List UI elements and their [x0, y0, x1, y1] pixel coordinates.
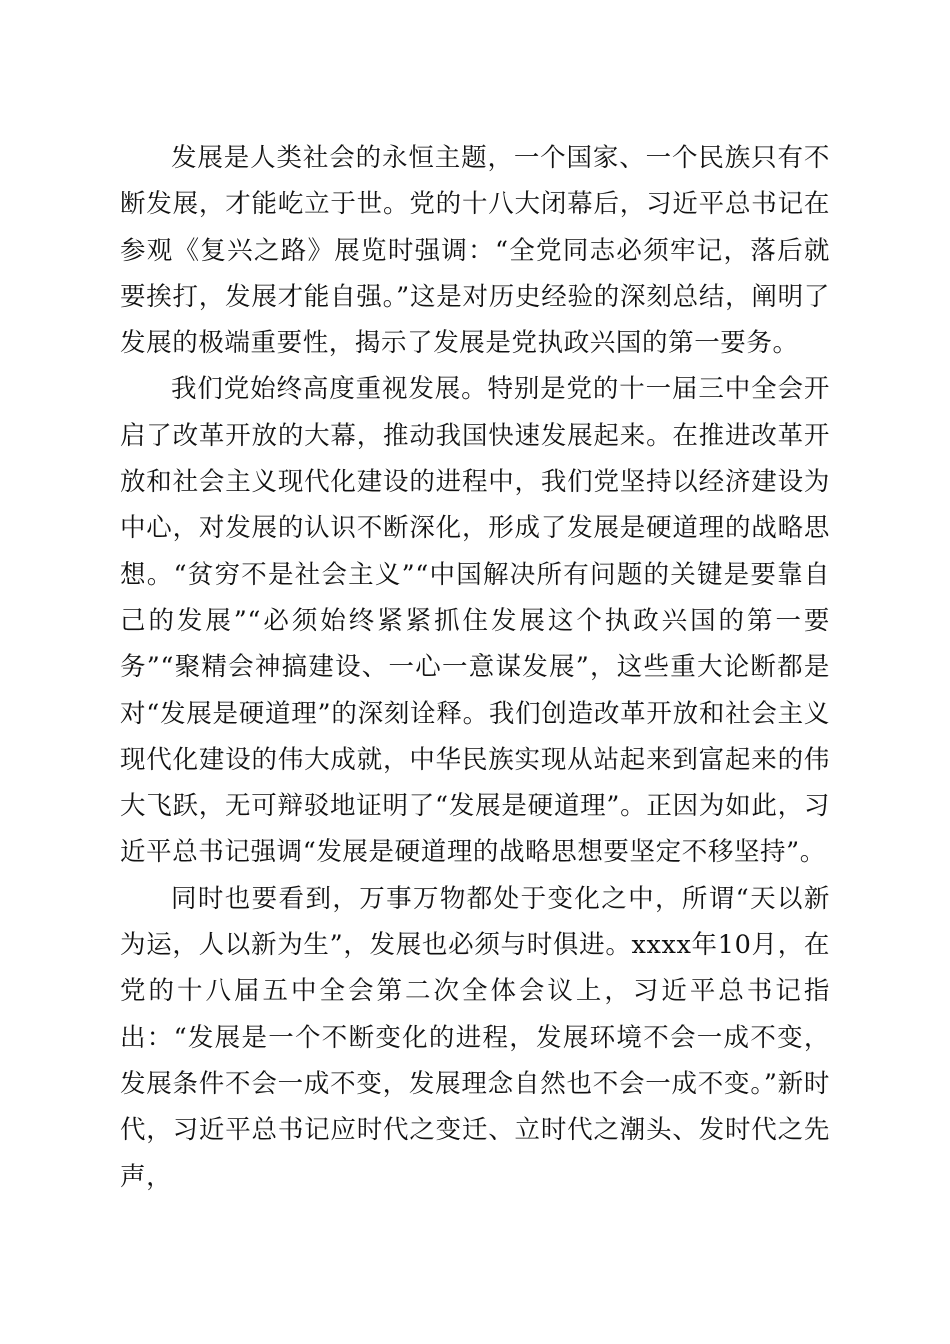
- paragraph-1: 发展是人类社会的永恒主题，一个国家、一个民族只有不断发展，才能屹立于世。党的十八大闭幕后，习近平总书记在参观《复兴之路》展览时强调：“全党同志必须牢记，落后就要挨打，发展才能自强。”这是对历史经验的深刻总结，阐明了发展的极端重要性，揭示了发展是党执政兴国的第一要务。: [120, 143, 830, 359]
- body-text: [120, 135, 830, 1200]
- paragraph-3: 同时也要看到，万事万物都处于变化之中，所谓“天以新为运，人以新为生”，发展也必须与时俱进。xxxx年10月，在党的十八届五中全会第二次全体会议上，习近平总书记指出：“发展是一个不断变化的进程，发展环境不会一成不变，发展条件不会一成不变，发展理念自然也不会一成不变。”新时代，习近平总书记应时代之变迁、立时代之潮头、发时代之先声，: [120, 883, 830, 1192]
- paragraph-2: 我们党始终高度重视发展。特别是党的十一届三中全会开启了改革开放的大幕，推动我国快速发展起来。在推进改革开放和社会主义现代化建设的进程中，我们党坚持以经济建设为中心，对发展的认识不断深化，形成了发展是硬道理的战略思想。“贫穷不是社会主义”“中国解决所有问题的关键是要靠自己的发展”“必须始终紧紧抓住发展这个执政兴国的第一要务”“聚精会神搞建设、一心一意谋发展”，这些重大论断都是对“发展是硬道理”的深刻诠释。我们创造改革开放和社会主义现代化建设的伟大成就，中华民族实现从站起来到富起来的伟大飞跃，无可辩驳地证明了“发展是硬道理”。正因为如此，习近平总书记强调“发展是硬道理的战略思想要坚定不移坚持”。: [120, 374, 830, 868]
